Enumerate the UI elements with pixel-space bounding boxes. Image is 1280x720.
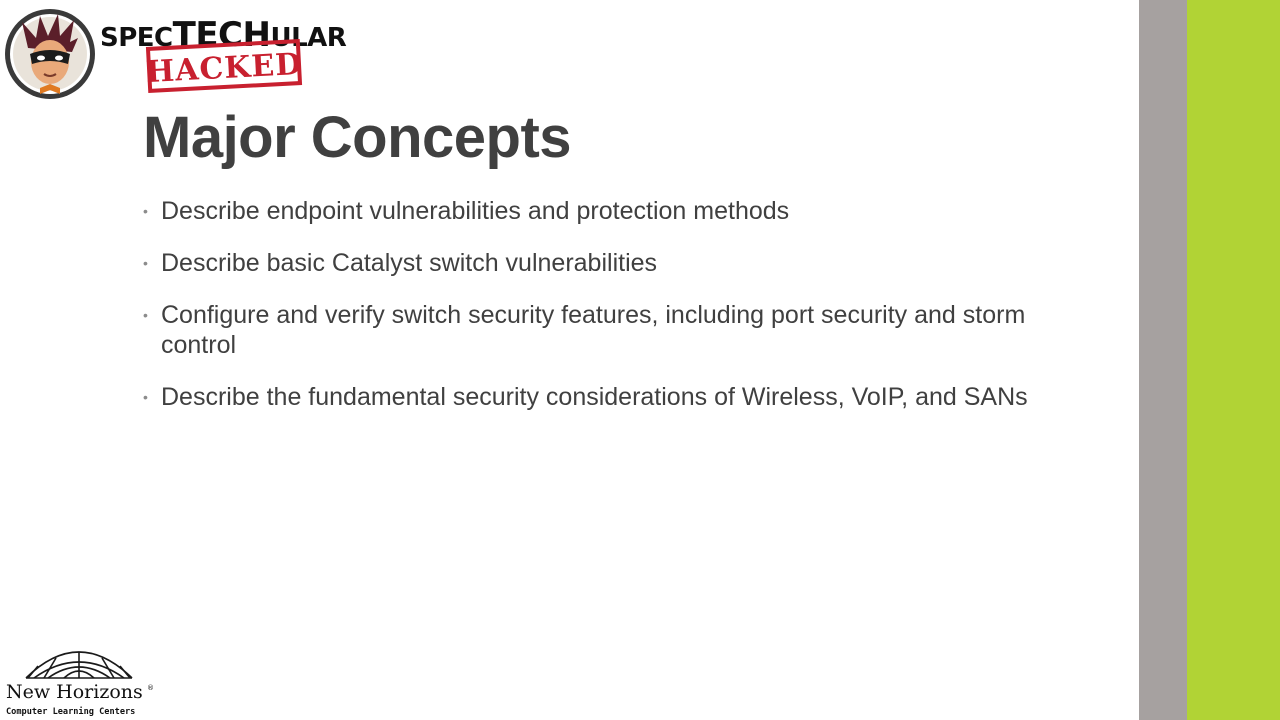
brand-name-part1: SPEC <box>100 23 173 53</box>
new-horizons-logo <box>4 642 154 720</box>
bullet-item <box>143 300 1043 360</box>
side-band-green <box>1187 0 1280 720</box>
brand-name-part3: ULAR <box>270 23 347 53</box>
bullet-text: Describe the fundamental security considerations of Wireless, VoIP, and SANs <box>161 383 1028 411</box>
bullet-item <box>143 248 1043 278</box>
bullet-text: Configure and verify switch security features, including port security and storm control <box>161 301 1026 359</box>
bullet-marker: • <box>143 203 148 219</box>
bullet-marker: • <box>143 307 148 323</box>
new-horizons-tagline: Computer Learning Centers <box>6 707 136 717</box>
bullet-text: Describe endpoint vulnerabilities and protection methods <box>161 197 790 225</box>
bullet-marker: • <box>143 255 148 271</box>
spectechular-logo <box>100 12 380 92</box>
new-horizons-name: New Horizons <box>6 681 143 703</box>
bullet-item <box>143 196 1043 226</box>
hacked-stamp-text: HACKED <box>145 46 304 91</box>
hacked-stamp <box>145 38 303 94</box>
bullet-list <box>143 196 1043 434</box>
side-band-gray <box>1139 0 1187 720</box>
slide-title: Major Concepts <box>143 105 572 170</box>
masked-hacker-avatar-icon <box>4 8 96 100</box>
bullet-text: Describe basic Catalyst switch vulnerabilities <box>161 249 658 277</box>
bullet-item <box>143 382 1043 412</box>
globe-icon <box>26 652 132 678</box>
registered-mark: ® <box>147 684 154 692</box>
bullet-marker: • <box>143 389 148 405</box>
brand-name-part2: TECH <box>172 15 271 55</box>
